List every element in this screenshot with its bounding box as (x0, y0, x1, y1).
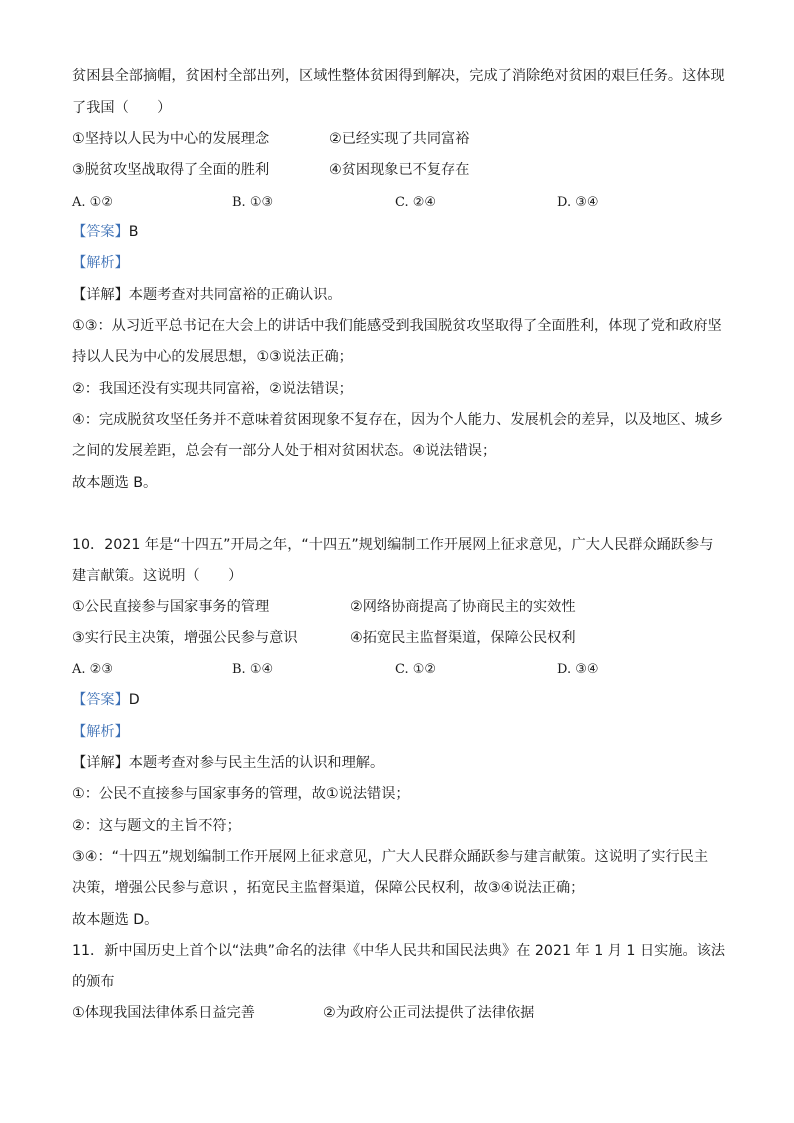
q9-explanation-line: 之间的发展差距，总会有一部分人处于相对贫困状态。④说法错误； (72, 443, 497, 459)
q10-choice-d (557, 660, 599, 680)
q10-detail (72, 753, 384, 773)
choice-value: ①② (89, 195, 113, 210)
q10-stem-line-2: 建言献策。这说明（ ） (72, 568, 243, 584)
q9-option-1: ①坚持以人民为中心的发展理念 (72, 131, 270, 147)
answer-value: D (128, 692, 140, 708)
q10-stem-line-1: 10．2021 年是“十四五”开局之年，“十四五”规划编制工作开展网上征求意见，广大人民群众踊跃参与 (72, 537, 714, 553)
detail-tag: 【详解】 (72, 287, 129, 303)
q10-explanation-line: ③④：“十四五”规划编制工作开展网上征求意见，广大人民群众踊跃参与建言献策。这说明了实行民主 (72, 849, 709, 865)
q9-explanation-line: ④：完成脱贫攻坚任务并不意味着贫困现象不复存在，因为个人能力、发展机会的差异，以及地区、城乡 (72, 412, 724, 428)
q11-stem-line-1: 11．新中国历史上首个以“法典”命名的法律《中华人民共和国民法典》在 2021 年 1 月 1 日实施。该法 (72, 943, 726, 959)
q9-choice-d (557, 193, 599, 213)
choice-value: ③④ (575, 195, 599, 210)
q10-choice-a (72, 660, 113, 680)
choice-letter: B. (232, 195, 246, 210)
choice-value: ②④ (412, 195, 437, 210)
q10-explanation-line: 决策，增强公民参与意识 ，拓宽民主监督渠道，保障公民权利，故③④说法正确； (72, 880, 585, 896)
q9-explanation-line: ②：我国还没有实现共同富裕，②说法错误； (72, 381, 353, 397)
choice-value: ①② (412, 662, 437, 677)
q9-explanation-line: 持以人民为中心的发展思想，①③说法正确； (72, 349, 353, 365)
detail-intro: 本题考查对参与民主生活的认识和理解。 (128, 755, 385, 771)
q10-option-1: ①公民直接参与国家事务的管理 (72, 599, 270, 615)
choice-letter: C. (395, 662, 409, 677)
answer-tag: 【答案】 (72, 224, 129, 240)
q11-option-1: ①体现我国法律体系日益完善 (72, 1005, 255, 1021)
q9-answer (72, 222, 139, 242)
q9-choice-c (395, 193, 436, 213)
q9-option-2: ②已经实现了共同富裕 (329, 131, 470, 147)
choice-letter: C. (395, 195, 409, 210)
q9-stem-line-1: 贫困县全部摘帽，贫困村全部出列，区域性整体贫困得到解决，完成了消除绝对贫困的艰巨任务。这体现 (72, 68, 725, 84)
q9-choice-b (232, 193, 273, 213)
q9-option-3: ③脱贫攻坚战取得了全面的胜利 (72, 162, 270, 178)
q9-choice-a (72, 193, 113, 213)
q10-explanation-line: ①：公民不直接参与国家事务的管理，故①说法错误； (72, 786, 410, 802)
q11-stem-line-2: 的颁布 (72, 974, 115, 990)
choice-letter: A. (72, 662, 86, 677)
choice-value: ①④ (249, 662, 274, 677)
q10-analysis-tag: 【解析】 (72, 724, 129, 740)
q9-detail (72, 285, 342, 305)
choice-value: ①③ (249, 195, 274, 210)
q11-option-2: ②为政府公正司法提供了法律依据 (323, 1005, 535, 1021)
answer-tag: 【答案】 (72, 692, 129, 708)
q10-option-3: ③实行民主决策，增强公民参与意识 (72, 630, 298, 646)
choice-letter: D. (557, 662, 572, 677)
detail-intro: 本题考查对共同富裕的正确认识。 (128, 287, 342, 303)
q10-option-2: ②网络协商提高了协商民主的实效性 (350, 599, 576, 615)
q9-stem-line-2: 了我国（ ） (72, 100, 172, 116)
q9-option-4: ④贫困现象已不复存在 (329, 162, 470, 178)
q10-conclusion: 故本题选 D。 (72, 912, 159, 928)
choice-value: ②③ (89, 662, 113, 677)
choice-letter: A. (72, 195, 86, 210)
detail-tag: 【详解】 (72, 755, 129, 771)
q10-explanation-line: ②：这与题文的主旨不符； (72, 818, 241, 834)
choice-letter: D. (557, 195, 572, 210)
choice-value: ③④ (575, 662, 599, 677)
q10-choice-b (232, 660, 273, 680)
answer-value: B (128, 224, 139, 240)
choice-letter: B. (232, 662, 246, 677)
q10-answer (72, 690, 140, 710)
q10-choice-c (395, 660, 436, 680)
q10-option-4: ④拓宽民主监督渠道，保障公民权利 (350, 630, 576, 646)
q9-explanation-line: ①③：从习近平总书记在大会上的讲话中我们能感受到我国脱贫攻坚取得了全面胜利，体现了党和政府坚 (72, 318, 722, 334)
q9-analysis-tag: 【解析】 (72, 255, 129, 271)
q9-conclusion: 故本题选 B。 (72, 475, 158, 491)
